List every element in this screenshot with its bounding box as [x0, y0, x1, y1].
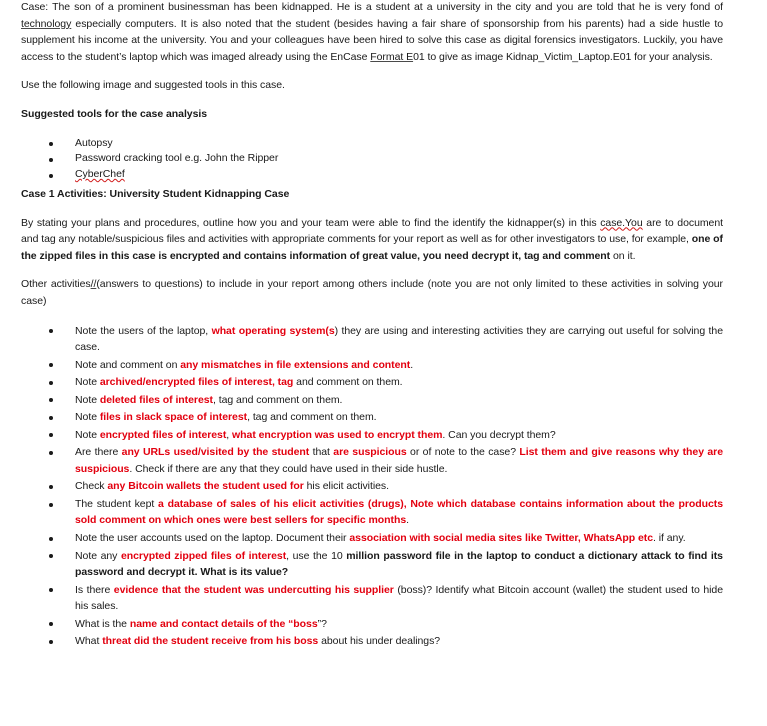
tool-item — [21, 167, 723, 183]
activity-item — [21, 548, 723, 581]
tool-item — [21, 136, 723, 152]
activity-text: Is there — [75, 583, 114, 596]
activity-highlight: evidence that the student was undercutting his supplier — [113, 583, 394, 596]
activity-highlight: List them and give reasons why they are suspicious — [75, 446, 724, 475]
use-image-paragraph: Use the following image and suggested tools in this case. — [21, 79, 285, 92]
tool-label: Password cracking tool e.g. John the Ripper — [75, 152, 279, 165]
activity-item — [21, 616, 723, 632]
intro-text-1: Case: The son of a prominent businessman has been kidnapped. He is a student at a university in the city and you are told that he is very fond of — [21, 1, 723, 13]
activity-text: . — [406, 514, 410, 527]
intro-text-3: 01 to give as image Kidnap_Victim_Laptop.E01 for your analysis. — [413, 50, 713, 63]
activity-text: and comment on them. — [293, 376, 403, 389]
spacer — [21, 65, 723, 77]
spacer — [21, 123, 723, 136]
activity-text: The student kept — [75, 498, 159, 511]
spacer — [21, 310, 723, 323]
activity-highlight: association with social media sites like Twitter, WhatsApp etc — [349, 532, 653, 545]
activity-text: Note — [75, 393, 100, 406]
activity-item — [21, 582, 723, 615]
activity-item — [21, 496, 723, 529]
activity-text: . Check if there are any that they could have used in their side hustle. — [129, 462, 448, 475]
activity-item — [21, 633, 723, 649]
activity-text: . if any. — [653, 532, 686, 545]
activity-text: Note — [75, 411, 100, 424]
activity-text: that — [309, 446, 334, 459]
activity-highlight: what encryption was used to encrypt them — [232, 428, 443, 441]
activity-highlight: what operating system(s — [211, 324, 335, 337]
activity-text: . Can you decrypt them? — [442, 428, 556, 441]
tool-label: CyberChef — [75, 168, 125, 181]
activity-item — [21, 444, 723, 477]
activity-text: ) they are using and interesting activities they are carrying out useful for solving the case. — [75, 324, 723, 353]
intro-text-2: especially computers. It is also noted that the student (besides having a fair share of sponsorship from his parents) had a side hustle to supplement his income at the university. You and your colleagues have been hired to solve this case as digital forensics investigators. Luckily, you have access to the student’s laptop which was imaged already using the EnCase — [21, 17, 723, 63]
other-link: // — [90, 278, 97, 291]
activity-highlight: encrypted zipped files of interest — [120, 549, 287, 562]
activity-highlight: deleted files of interest — [99, 393, 213, 406]
case-text-1: By stating your plans and procedures, outline how you and your team were able to find the identify the kidnapper(s) in this — [21, 216, 601, 229]
activity-text: Note — [75, 376, 100, 389]
activity-highlight: threat did the student receive from his boss — [102, 635, 319, 648]
activity-highlight: name and contact details of the “boss — [129, 617, 318, 630]
case-heading: Case 1 Activities: University Student Kidnapping Case — [21, 187, 290, 200]
activity-item — [21, 427, 723, 443]
activity-bold: million password file in the laptop to conduct a dictionary attack to find its password and decrypt it. What is its value? — [75, 549, 723, 579]
activity-text: , — [226, 428, 233, 441]
activity-item — [21, 323, 723, 356]
activity-text: his elicit activities. — [303, 480, 389, 493]
activity-text: ”? — [317, 617, 327, 630]
activity-text: Note and comment on — [75, 358, 181, 371]
activity-text: Check — [75, 480, 108, 493]
activity-text: , tag and comment on them. — [212, 393, 343, 406]
case-text-bold: one of the zipped files in this case is encrypted and contains information of great value, you need decrypt it, tag and comment — [21, 233, 723, 262]
activity-item — [21, 478, 723, 494]
activity-highlight: a database of sales of his elicit activities (drugs), Note which database contains information about the products sold comment on which ones were best sellers for specific months — [75, 498, 723, 527]
activity-text: What is the — [75, 617, 130, 630]
activity-text: or of note to the case? — [406, 446, 520, 459]
activity-text: Note the users of the laptop, — [75, 324, 212, 337]
intro-link-format: Format E — [370, 50, 414, 63]
activity-text: Note — [75, 428, 100, 441]
activity-highlight: encrypted files of interest — [99, 428, 227, 441]
spacer — [21, 203, 723, 215]
other-text-2: (answers to questions) to include in your report among others include (note you are not only limited to these activities in solving your case) — [21, 278, 723, 307]
activity-item — [21, 374, 723, 390]
tool-item — [21, 151, 723, 167]
document-body — [21, 0, 723, 651]
activity-text: , tag and comment on them. — [247, 411, 377, 424]
activity-text: Note the user accounts used on the laptop. Document their — [75, 532, 350, 545]
activity-highlight: files in slack space of interest — [99, 411, 248, 424]
case-intro-paragraph — [21, 0, 723, 65]
activity-text: (boss)? Identify what Bitcoin account (wallet) the student used to hide his sales. — [75, 583, 723, 613]
intro-link-technology: technology — [21, 17, 72, 30]
case-paragraph — [21, 215, 723, 265]
other-activities-paragraph — [21, 276, 723, 309]
tool-label: Autopsy — [75, 136, 113, 149]
activity-highlight: any URLs used/visited by the student — [121, 446, 310, 459]
spacer — [21, 264, 723, 276]
activity-item — [21, 530, 723, 546]
case-text-2: are to document and tag any notable/suspicious files and activities with appropriate comments for your report as well as for other investigators to use, for example, — [21, 216, 724, 246]
activity-highlight: any Bitcoin wallets the student used for — [107, 480, 304, 493]
activities-list — [21, 323, 723, 650]
activity-text: Are there — [75, 446, 122, 459]
activity-text: , use the 10 — [286, 549, 347, 562]
activity-item — [21, 357, 723, 373]
activity-text: about his under dealings? — [318, 635, 441, 648]
activity-highlight: are suspicious — [333, 446, 407, 459]
tools-list — [21, 136, 723, 183]
activity-item — [21, 392, 723, 408]
tools-heading: Suggested tools for the case analysis — [21, 107, 208, 120]
spacer — [21, 94, 723, 106]
activity-highlight: archived/encrypted files of interest, tag — [99, 376, 294, 389]
activity-highlight: any mismatches in file extensions and content — [180, 358, 411, 371]
case-text-wavy: case.You — [600, 216, 643, 229]
case-text-3: on it. — [610, 249, 636, 262]
other-text-1: Other activities — [21, 278, 91, 291]
activity-text: . — [410, 358, 414, 371]
activity-item — [21, 409, 723, 425]
activity-text: Note any — [75, 549, 121, 562]
activity-text: What — [75, 635, 103, 648]
